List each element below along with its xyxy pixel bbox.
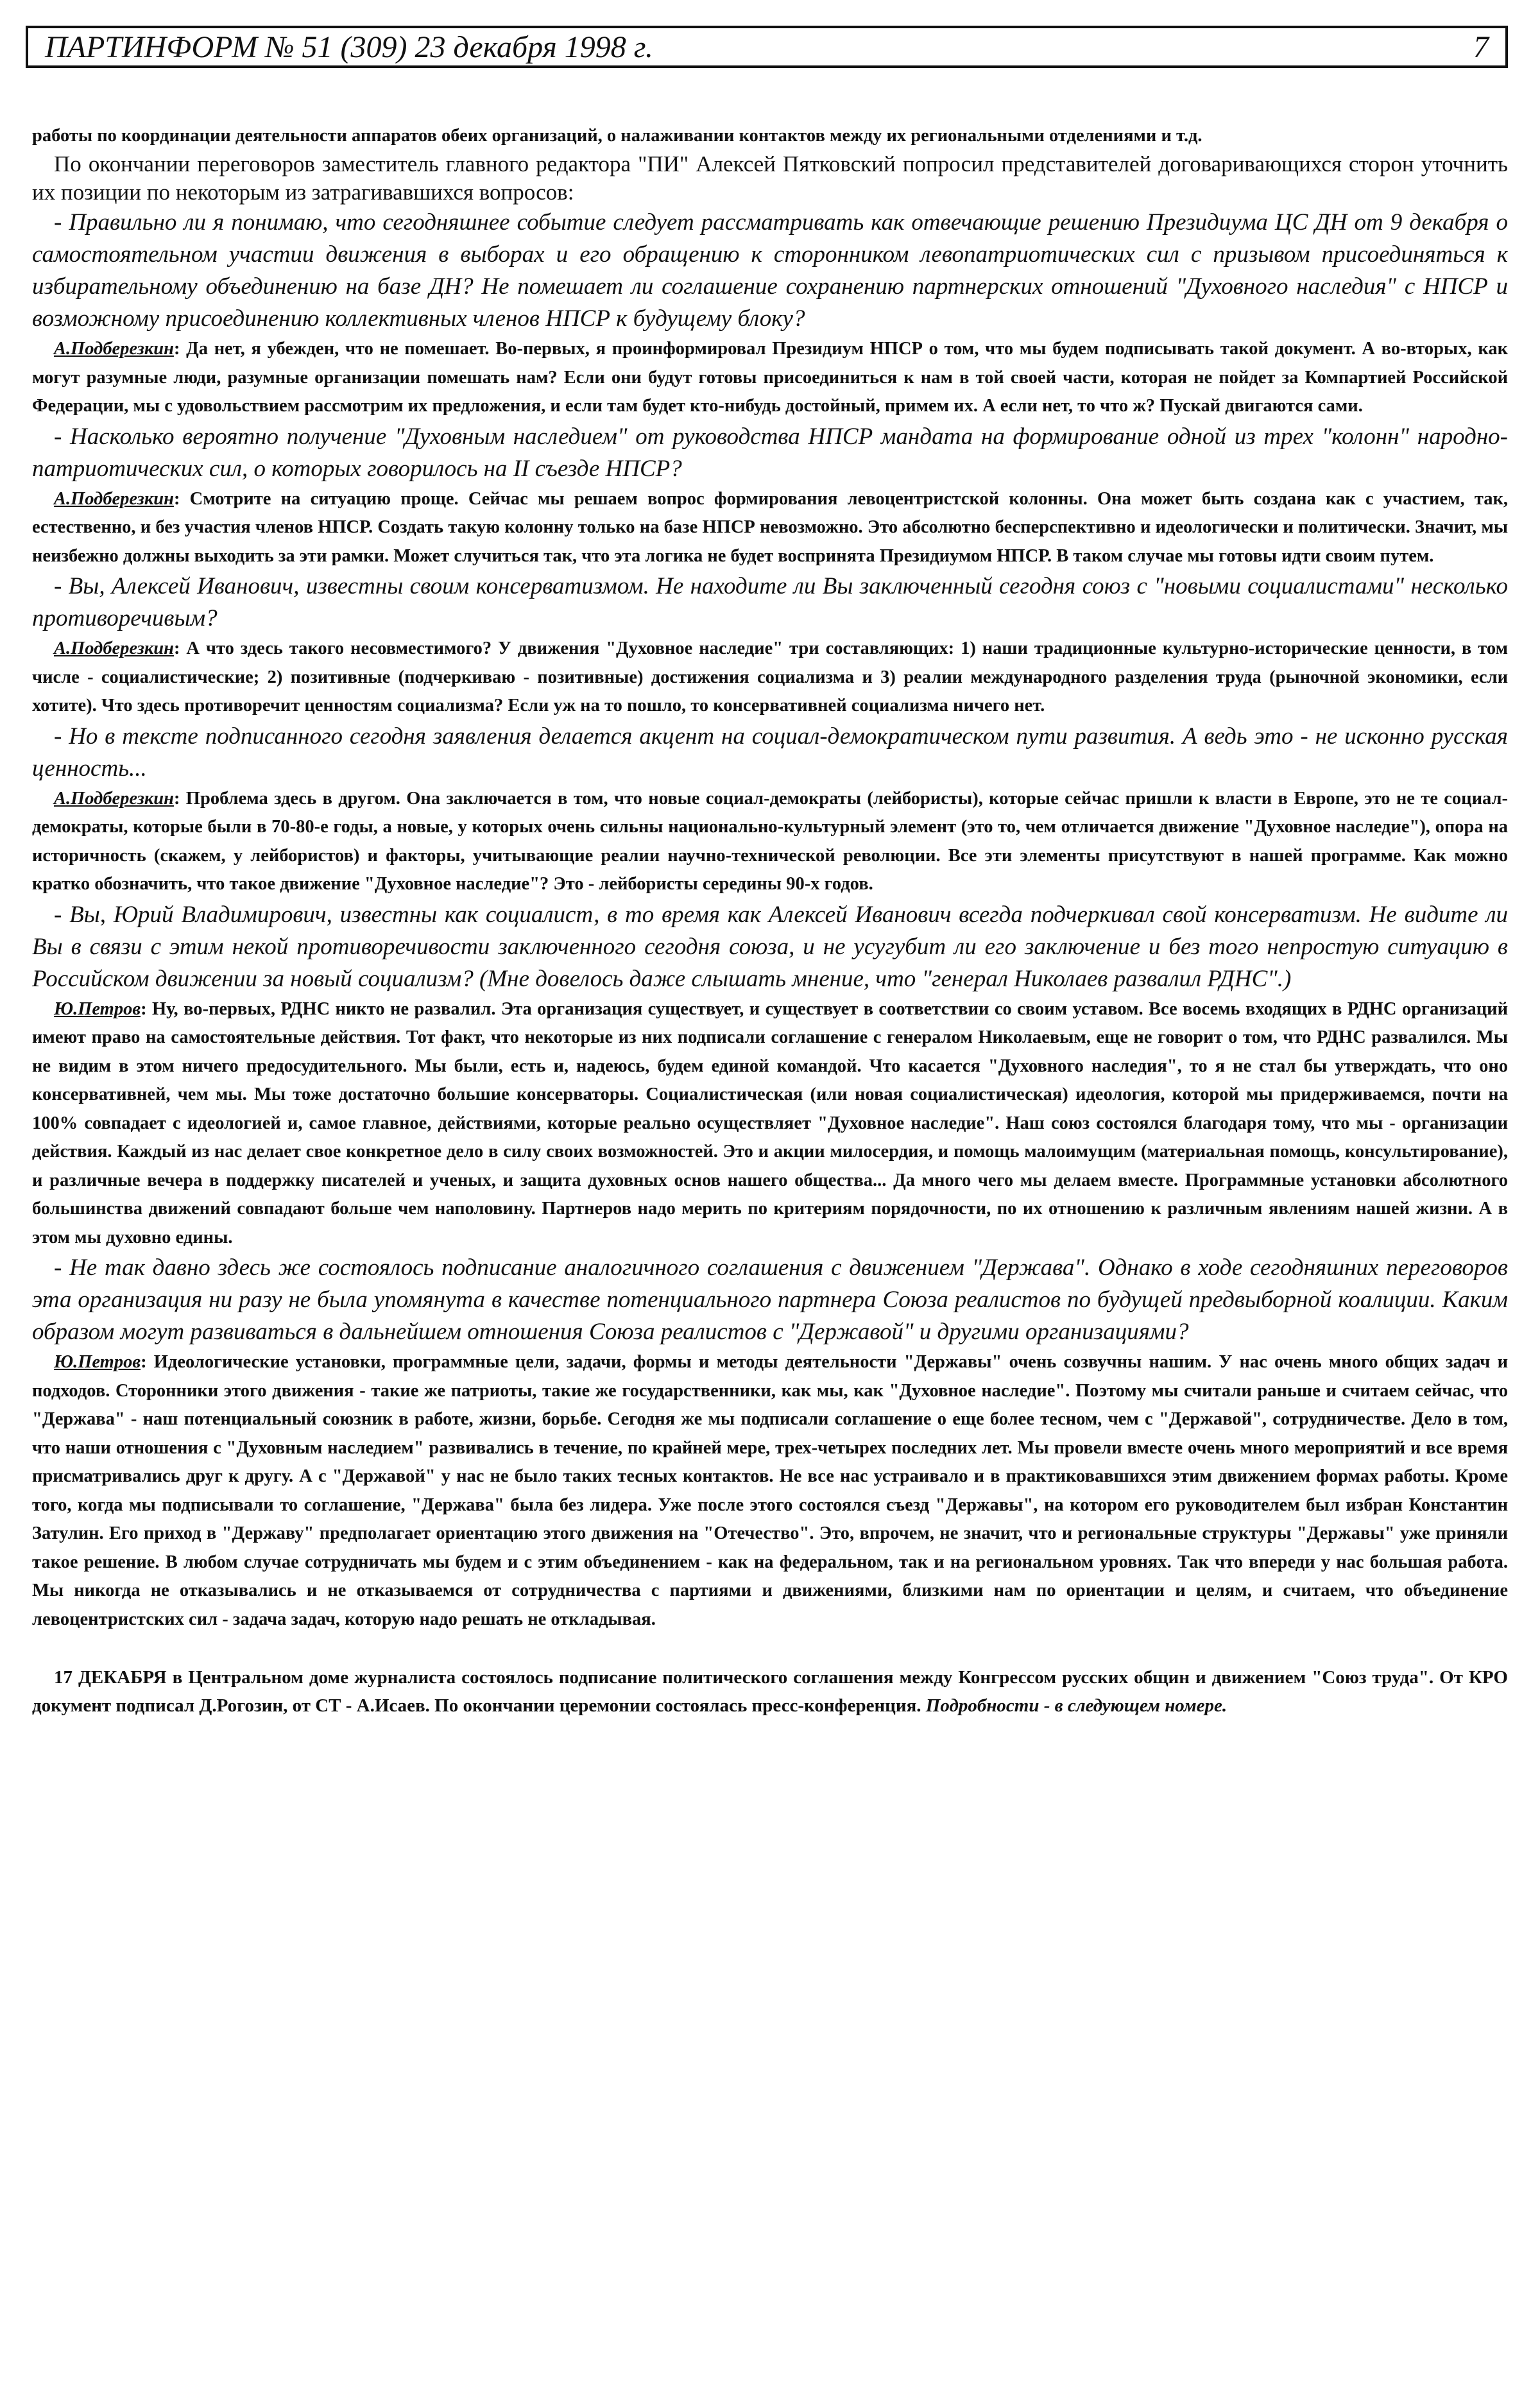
answer-text: : Идеологические установки, программные цели, задачи, формы и методы деятельности "Державы" очень созвучны нашим. У нас очень много общих задач и подходов. Сторонники этого движения - такие же патриоты, такие же государственники, как мы, как "Духовное наследие". Поэтому мы считали раньше и считаем сейчас, что "Держава" - наш потенциальный союзник в работе, жизни, борьбе. Сегодня же мы подписали соглашение о еще более тесном, чем с "Державой", сотрудничестве. Дело в том, что наши отношения с "Духовным наследием" развивались в течение, по крайней мере, трех-четырех последних лет. Мы провели вместе очень много мероприятий и все время присматривались друг к другу. А с "Державой" у нас не было таких тесных контактов. Не все нас устраивало и в практиковавшихся этим движением формах работы. Кроме того, когда мы подписывали то соглашение, "Держава" была без лидера. Уже после этого состоялся съезд "Державы", на котором его руководителем был избран Константин Затулин. Его приход в "Державу" предполагает ориентацию этого движения на "Отечество". Это, впрочем, не значит, что и региональные структуры "Державы" уже приняли такое решение. В любом случае сотрудничать мы будем и с этим объединением - как на федеральном, так и на региональном уровнях. Так что впереди у нас большая работа. Мы никогда не отказывались и не отказываемся от сотрудничества с партиями и движениями, близкими нам по ориентации и целям, и считаем, что объединение левоцентристских сил - задача задач, которую надо решать не откладывая. (32, 1352, 1508, 1629)
answer-text: : Да нет, я убежден, что не помешает. Во-первых, я проинформировал Президиум НПСР о том, что мы будем подписывать такой документ. А во-вторых, как могут разумные люди, разумные организации помешать нам? Если они будут готовы присоединиться к нам в той своей части, которая не пойдет за Компартией Российской Федерации, мы с удовольствием рассмотрим их предложения, и если там будет кто-нибудь достойный, примем их. А если нет, то что ж? Пускай двигаются сами. (32, 339, 1508, 416)
interview-question: - Вы, Алексей Иванович, известны своим консерватизмом. Не находите ли Вы заключенный сегодня союз с "новыми социалистами" несколько противоречивым? (32, 573, 1508, 631)
interview-answer (32, 785, 1508, 899)
article-body (32, 122, 1508, 1720)
speaker-name: Ю.Петров (54, 1352, 141, 1372)
interview-question: - Правильно ли я понимаю, что сегодняшнее событие следует рассматривать как отвечающие решению Президиума ЦС ДН от 9 декабря о самостоятельном участии движения в выборах и его обращению к сторонником левопатриотических сил с призывом присоединяться к избирательному объединению на базе ДН? Не помешает ли соглашение сохранению партнерских отношений "Духовного наследия" с НПСР и возможному присоединению коллективных членов НПСР к будущему блоку? (32, 209, 1508, 332)
interview-question: - Не так давно здесь же состоялось подписание аналогичного соглашения с движением "Держава". Однако в ходе сегодняшних переговоров эта организация ни разу не была упомянута в качестве потенциального партнера Союза реалистов по будущей предвыборной коалиции. Каким образом могут развиваться в дальнейшем отношения Союза реалистов с "Державой" и другими организациями? (32, 1255, 1508, 1345)
page-number: 7 (1473, 30, 1489, 64)
intro-paragraph: По окончании переговоров заместитель главного редактора "ПИ" Алексей Пятковский попросил представителей договаривающихся сторон уточнить их позиции по некоторым из затрагивавшихся вопросов: (32, 151, 1508, 205)
publication-title: ПАРТИНФОРМ № 51 (309) 23 декабря 1998 г. (45, 30, 653, 64)
intro-continuation: работы по координации деятельности аппаратов обеих организаций, о налаживании контактов между их региональными отделениями и т.д. (32, 126, 1202, 146)
answer-text: : А что здесь такого несовместимого? У движения "Духовное наследие" три составляющих: 1) наши традиционные культурно-исторические ценности, в том числе - социалистические; 2) позитивные (подчеркиваю - позитивные) достижения социализма и 3) реалии международного разделения труда (рыночной экономики, если хотите). Что здесь противоречит ценностям социализма? Если уж на то пошло, то консервативней социализма ничего нет. (32, 638, 1508, 715)
speaker-name: Ю.Петров (54, 998, 141, 1019)
interview-answer (32, 1348, 1508, 1634)
news-tail: Подробности - в следующем номере. (925, 1695, 1228, 1716)
interview-answer (32, 995, 1508, 1253)
answer-text: : Проблема здесь в другом. Она заключается в том, что новые социал-демократы (лейбористы), которые сейчас пришли к власти в Европе, это не те социал-демократы, которые были в 70-80-е годы, а новые, у которых очень сильны национально-культурный элемент (это то, чем отличается движение "Духовное наследие"), опора на историчность (скажем, у лейбористов) и факторы, учитывающие реалии научно-технической революции. Все эти элементы присутствуют в нашей программе. Как можно кратко обозначить, что такое движение "Духовное наследие"? Это - лейбористы середины 90-х годов. (32, 788, 1508, 894)
speaker-name: А.Подберезкин (54, 638, 174, 658)
interview-question: - Но в тексте подписанного сегодня заявления делается акцент на социал-демократическом пути развития. А ведь это - не исконно русская ценность... (32, 723, 1508, 782)
answer-text: : Смотрите на ситуацию проще. Сейчас мы решаем вопрос формирования левоцентристской колонны. Она может быть создана как с участием, так, естественно, и без участия членов НПСР. Создать такую колонну только на базе НПСР невозможно. Это абсолютно бесперспективно и идеологически и политически. Значит, мы неизбежно должны выходить за эти рамки. Может случиться так, что эта логика не будет воспринята Президиумом НПСР. В таком случае мы готовы идти своим путем. (32, 488, 1508, 566)
interview-question: - Насколько вероятно получение "Духовным наследием" от руководства НПСР мандата на формирование одной из трех "колонн" народно-патриотических сил, о которых говорилось на II съезде НПСР? (32, 423, 1508, 482)
speaker-name: А.Подберезкин (54, 488, 174, 509)
interview-question: - Вы, Юрий Владимирович, известны как социалист, в то время как Алексей Иванович всегда подчеркивал свой консерватизм. Не видите ли Вы в связи с этим некой противоречивости заключенного сегодня союза, и не усугубит ли его заключение и без того непростую ситуацию в Российском движении за новый социализм? (Мне довелось даже слышать мнение, что "генерал Николаев развалил РДНС".) (32, 901, 1508, 992)
interview-answer (32, 635, 1508, 721)
speaker-name: А.Подберезкин (54, 788, 174, 809)
page-header (26, 26, 1508, 68)
interview-answer (32, 335, 1508, 421)
news-brief (32, 1663, 1508, 1720)
news-text: 17 ДЕКАБРЯ в Центральном доме журналиста состоялось подписание политического соглашения между Конгрессом русских общин и движением "Союз труда". От КРО документ подписал Д.Рогозин, от СТ - А.Исаев. По окончании церемонии состоялась пресс-конференция. (32, 1667, 1508, 1716)
interview-answer (32, 485, 1508, 571)
speaker-name: А.Подберезкин (54, 339, 174, 359)
section-gap (32, 1634, 1508, 1663)
answer-text: : Ну, во-первых, РДНС никто не развалил. Эта организация существует, и существует в соответствии со своим уставом. Все восемь входящих в РДНС организаций имеют право на самостоятельные действия. Тот факт, что некоторые из них подписали соглашение с генералом Николаевым, еще не говорит о том, что РДНС развалился. Мы не видим в этом ничего предосудительного. Мы были, есть и, надеюсь, будем единой командой. Что касается "Духовного наследия", то я не стал бы утверждать, что оно консервативней, чем мы. Мы тоже достаточно большие консерваторы. Социалистическая (или новая социалистическая) идеология, которой мы придерживаемся, почти на 100% совпадает с идеологией и, самое главное, действиями, которые реально осуществляет "Духовное наследие". Наш союз состоялся благодаря тому, что мы - организации действия. Каждый из нас делает свое конкретное дело в силу своих возможностей. Это и акции милосердия, и помощь малоимущим (материальная помощь, консультирование), и различные вечера в поддержку писателей и ученых, и защита духовных основ нашего общества... Да много чего мы делаем вместе. Программные установки абсолютного большинства движений совпадают больше чем наполовину. Партнеров надо мерить по критериям порядочности, по их отношению к различным явлениям нашей жизни. А в этом мы духовно едины. (32, 998, 1508, 1247)
